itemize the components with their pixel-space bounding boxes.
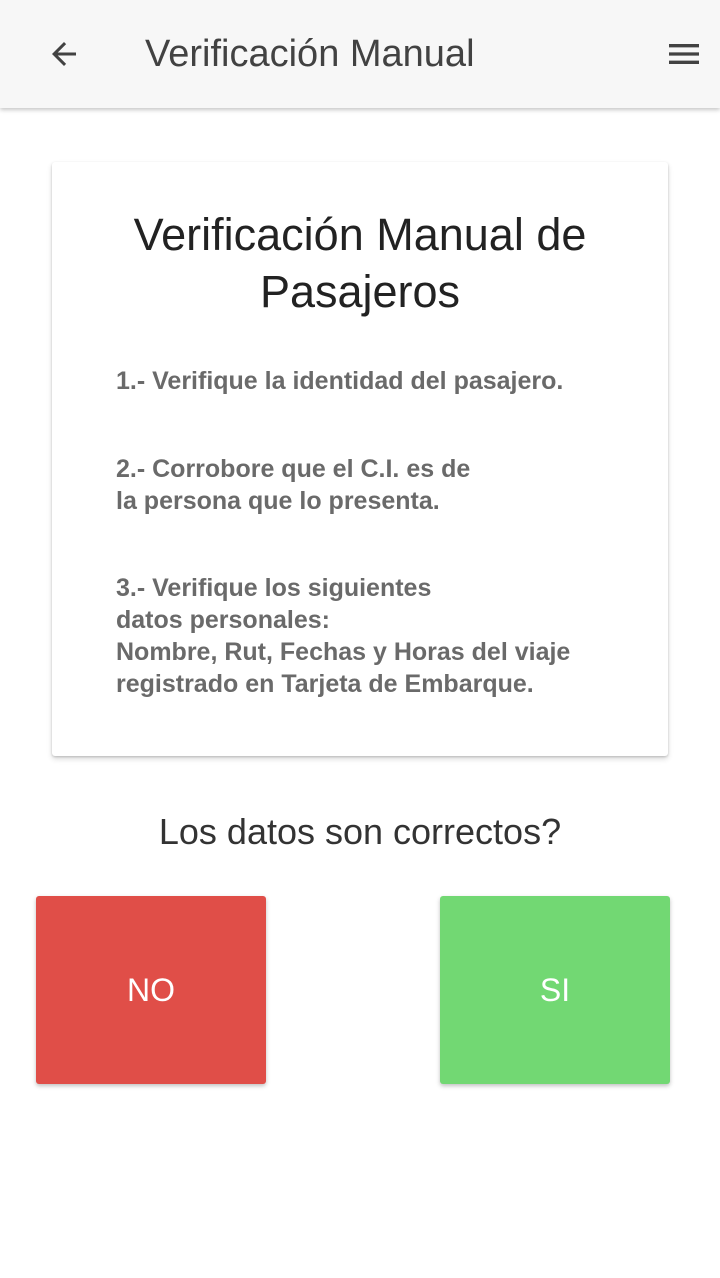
- app-bar: [0, 0, 720, 108]
- card-title: Verificación Manual de Pasajeros: [133, 209, 587, 317]
- menu-button[interactable]: [654, 24, 714, 84]
- arrow-back-icon: [46, 36, 82, 72]
- hamburger-menu-icon: [664, 34, 704, 74]
- instructions-card: [52, 162, 668, 756]
- app-bar-title: Verificación Manual: [145, 33, 475, 75]
- confirmation-question: Los datos son correctos?: [158, 811, 562, 852]
- step-1-text: 1.- Verifique la identidad del pasajero.: [116, 367, 564, 395]
- step-2-text: 2.- Corrobore que el C.I. es de la persona que lo presenta.: [116, 455, 471, 515]
- no-button[interactable]: NO: [36, 896, 266, 1084]
- yes-button[interactable]: SI: [440, 896, 670, 1084]
- back-button[interactable]: [34, 24, 94, 84]
- step-3-text: 3.- Verifique los siguientes datos personales: Nombre, Rut, Fechas y Horas del viaje registrado en Tarjeta de Embarque.: [116, 574, 571, 698]
